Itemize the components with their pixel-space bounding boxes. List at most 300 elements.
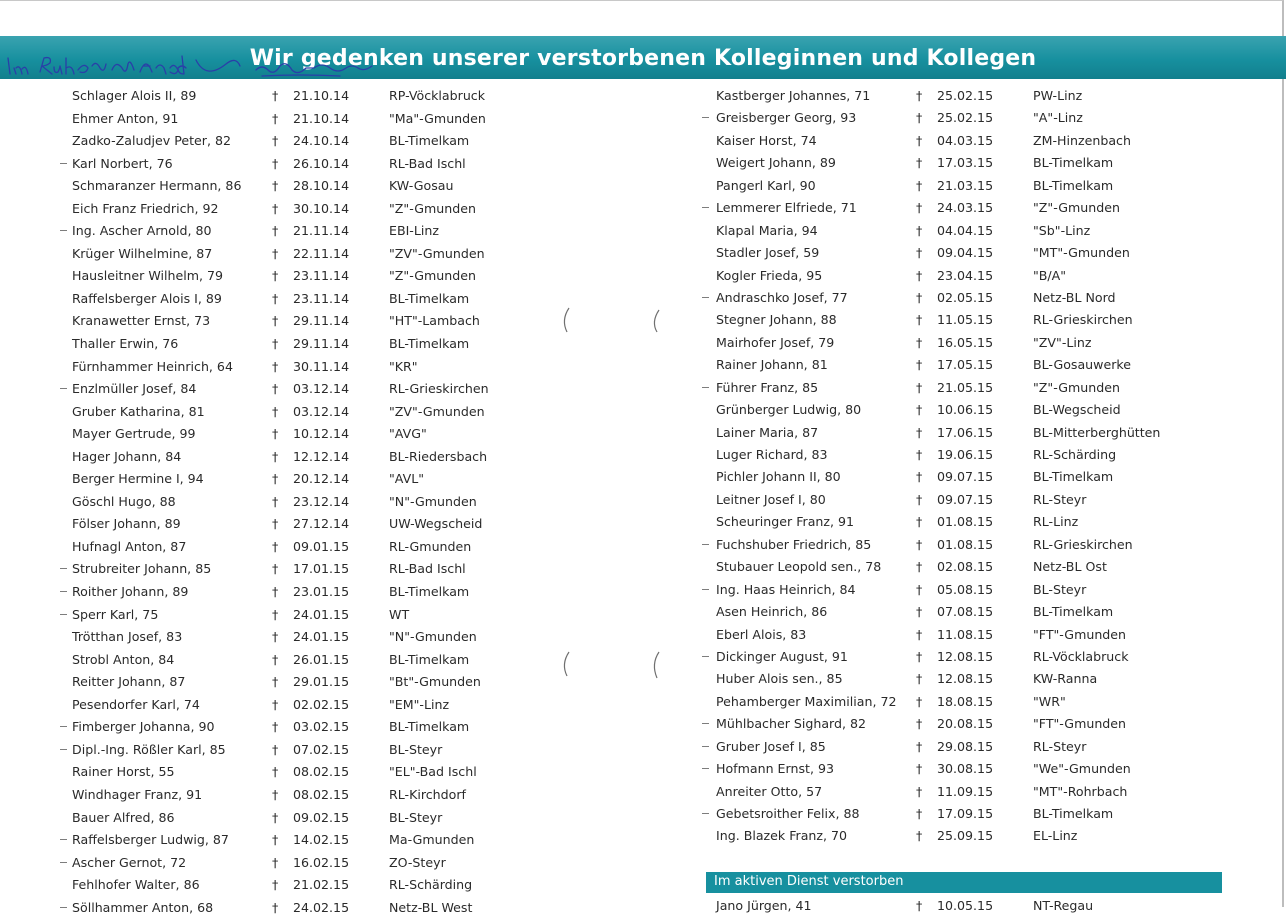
- workplace: "B/A": [1033, 267, 1067, 283]
- dagger-icon: †: [272, 584, 279, 600]
- obituary-row: [700, 332, 1260, 354]
- dagger-icon: †: [272, 764, 279, 780]
- dagger-icon: †: [272, 471, 279, 487]
- date-of-death: 03.12.14: [293, 381, 350, 397]
- dagger-icon: †: [916, 581, 923, 597]
- workplace: BL-Timelkam: [389, 719, 470, 735]
- obituary-row: [700, 444, 1260, 466]
- workplace: "Z"-Gmunden: [389, 268, 476, 284]
- date-of-death: 02.08.15: [937, 559, 994, 575]
- obituary-row: [700, 825, 1260, 847]
- obituary-row: [700, 781, 1260, 803]
- obituary-row: [0, 852, 560, 875]
- date-of-death: 02.02.15: [293, 696, 350, 712]
- workplace: BL-Riedersbach: [389, 448, 488, 464]
- date-of-death: 17.09.15: [937, 806, 994, 821]
- dagger-icon: †: [916, 559, 923, 575]
- obituary-row: [0, 694, 560, 717]
- date-of-death: 18.08.15: [937, 693, 994, 709]
- pen-tick-mark: [702, 387, 709, 388]
- obituary-row: [0, 604, 560, 627]
- pen-tick-mark: [702, 656, 709, 657]
- date-of-death: 09.07.15: [937, 491, 994, 507]
- workplace: RL-Grieskirchen: [1033, 312, 1133, 328]
- date-of-death: 24.10.14: [293, 133, 350, 149]
- obituary-row: [700, 197, 1260, 219]
- obituary-row: [0, 288, 560, 311]
- workplace: UW-Wegscheid: [389, 516, 483, 532]
- deceased-name: Fürnhammer Heinrich, 64: [72, 358, 233, 374]
- dagger-icon: †: [272, 606, 279, 622]
- workplace: KW-Ranna: [1033, 671, 1098, 687]
- dagger-icon: †: [272, 426, 279, 442]
- obituary-row: [0, 356, 560, 379]
- obituary-row: [0, 378, 560, 401]
- date-of-death: 05.08.15: [937, 581, 994, 597]
- deceased-name: Ing. Ascher Arnold, 80: [72, 223, 212, 239]
- deceased-name: Stadler Josef, 59: [716, 245, 820, 261]
- workplace: "ZV"-Linz: [1033, 334, 1092, 350]
- date-of-death: 09.07.15: [937, 469, 994, 485]
- dagger-icon: †: [272, 696, 279, 712]
- dagger-icon: †: [272, 832, 279, 848]
- dagger-icon: †: [916, 604, 923, 620]
- date-of-death: 29.08.15: [937, 738, 994, 754]
- workplace: RL-Bad Ischl: [389, 155, 466, 171]
- obituary-row: [0, 446, 560, 469]
- date-of-death: 21.03.15: [937, 177, 994, 193]
- date-of-death: 29.11.14: [293, 313, 350, 329]
- obituary-row: [700, 556, 1260, 578]
- date-of-death: 29.11.14: [293, 336, 350, 352]
- deceased-name: Lainer Maria, 87: [716, 424, 819, 440]
- date-of-death: 20.08.15: [937, 716, 994, 732]
- deceased-name: Fölser Johann, 89: [72, 516, 181, 532]
- deceased-name: Schlager Alois II, 89: [72, 88, 197, 103]
- dagger-icon: †: [916, 738, 923, 754]
- date-of-death: 24.01.15: [293, 606, 350, 622]
- obituary-row: [700, 534, 1260, 556]
- dagger-icon: †: [272, 245, 279, 261]
- deceased-name: Ascher Gernot, 72: [72, 854, 187, 870]
- workplace: Ma-Gmunden: [389, 832, 475, 848]
- dagger-icon: †: [916, 379, 923, 395]
- obituary-row: [700, 713, 1260, 735]
- date-of-death: 21.05.15: [937, 379, 994, 395]
- workplace: RL-Linz: [1033, 514, 1079, 530]
- obituary-row: [0, 333, 560, 356]
- obituary-row: [0, 671, 560, 694]
- obituary-row: [700, 107, 1260, 129]
- workplace: "Z"-Gmunden: [389, 200, 476, 216]
- dagger-icon: †: [916, 761, 923, 777]
- pen-tick-mark: [702, 589, 709, 590]
- obituary-row: [700, 489, 1260, 511]
- workplace: "EL"-Bad Ischl: [389, 764, 477, 780]
- date-of-death: 11.09.15: [937, 783, 994, 799]
- deceased-name: Roither Johann, 89: [72, 584, 189, 600]
- date-of-death: 04.04.15: [937, 222, 994, 238]
- obituary-row: [700, 579, 1260, 601]
- date-of-death: 23.11.14: [293, 290, 350, 306]
- dagger-icon: †: [916, 132, 923, 148]
- obituary-row: [700, 399, 1260, 421]
- dagger-icon: †: [272, 448, 279, 464]
- obituary-row: [0, 874, 560, 897]
- date-of-death: 11.08.15: [937, 626, 994, 642]
- deceased-name: Weigert Johann, 89: [716, 155, 836, 171]
- date-of-death: 09.01.15: [293, 538, 350, 554]
- dagger-icon: †: [272, 223, 279, 239]
- obituary-row: [0, 108, 560, 131]
- dagger-icon: †: [916, 469, 923, 485]
- date-of-death: 17.05.15: [937, 357, 994, 373]
- deceased-name: Eberl Alois, 83: [716, 626, 807, 642]
- deceased-name: Trötthan Josef, 83: [72, 629, 183, 645]
- dagger-icon: †: [272, 133, 279, 149]
- obituary-row: [0, 716, 560, 739]
- date-of-death: 30.10.14: [293, 200, 350, 216]
- pen-tick-mark: [702, 207, 709, 208]
- pen-tick-mark: [702, 746, 709, 747]
- pen-tick-mark: [60, 568, 67, 569]
- pen-tick-mark: [702, 117, 709, 118]
- active-service-row: [700, 895, 1260, 917]
- date-of-death: 03.02.15: [293, 719, 350, 735]
- obituary-row: [0, 310, 560, 333]
- date-of-death: 30.08.15: [937, 761, 994, 777]
- workplace: ZO-Steyr: [389, 854, 446, 870]
- workplace: BL-Steyr: [1033, 581, 1087, 597]
- workplace: BL-Mitterberghütten: [1033, 424, 1161, 440]
- workplace: BL-Steyr: [389, 741, 443, 757]
- workplace: "Sb"-Linz: [1033, 222, 1091, 238]
- obituary-row: [0, 153, 560, 176]
- deceased-name: Pehamberger Maximilian, 72: [716, 693, 897, 709]
- obituary-row: [0, 897, 560, 919]
- obituary-row: [0, 468, 560, 491]
- dagger-icon: †: [916, 200, 923, 216]
- date-of-death: 16.02.15: [293, 854, 350, 870]
- workplace: "Ma"-Gmunden: [389, 110, 486, 126]
- dagger-icon: †: [916, 222, 923, 238]
- date-of-death: 24.02.15: [293, 899, 350, 915]
- pen-tick-mark: [702, 544, 709, 545]
- pen-tick-mark: [702, 813, 709, 814]
- workplace: Netz-BL Ost: [1033, 559, 1107, 575]
- obituary-row: [700, 668, 1260, 690]
- workplace: "WR": [1033, 693, 1066, 709]
- obituary-row: [0, 761, 560, 784]
- obituary-row: [0, 807, 560, 830]
- dagger-icon: †: [916, 402, 923, 418]
- date-of-death: 07.02.15: [293, 741, 350, 757]
- workplace: BL-Timelkam: [1033, 604, 1114, 620]
- workplace: RL-Kirchdorf: [389, 786, 466, 802]
- pen-tick-mark: [702, 297, 709, 298]
- deceased-name: Ing. Haas Heinrich, 84: [716, 581, 856, 597]
- obituary-row: [700, 175, 1260, 197]
- date-of-death: 09.02.15: [293, 809, 350, 825]
- deceased-name: Mairhofer Josef, 79: [716, 334, 835, 350]
- deceased-name: Stubauer Leopold sen., 78: [716, 559, 882, 575]
- workplace: "Z"-Gmunden: [1033, 200, 1120, 216]
- pen-tick-mark: [60, 907, 67, 908]
- workplace: RL-Gmunden: [389, 538, 472, 554]
- dagger-icon: †: [916, 671, 923, 687]
- workplace: "AVL": [389, 471, 425, 487]
- obituary-row: [0, 536, 560, 559]
- workplace: BL-Wegscheid: [1033, 402, 1121, 418]
- workplace: "N"-Gmunden: [389, 493, 477, 509]
- obituary-row: [0, 739, 560, 762]
- deceased-name: Klapal Maria, 94: [716, 222, 818, 238]
- dagger-icon: †: [272, 629, 279, 645]
- obituary-row: [700, 152, 1260, 174]
- obituary-row: [700, 354, 1260, 376]
- workplace: EL-Linz: [1033, 828, 1078, 844]
- dagger-icon: †: [272, 200, 279, 216]
- deceased-name: Stegner Johann, 88: [716, 312, 837, 328]
- dagger-icon: †: [916, 88, 923, 103]
- pen-tick-mark: [60, 749, 67, 750]
- obituary-row: [0, 784, 560, 807]
- pen-tick-mark: [702, 768, 709, 769]
- workplace: "ZV"-Gmunden: [389, 245, 485, 261]
- workplace: RL-Steyr: [1033, 491, 1087, 507]
- deceased-name: Enzlmüller Josef, 84: [72, 381, 197, 397]
- active-service-header: [706, 872, 1222, 893]
- deceased-name: Strobl Anton, 84: [72, 651, 175, 667]
- obituary-row: [700, 646, 1260, 668]
- pen-tick-mark: [60, 862, 67, 863]
- obituary-row: [700, 265, 1260, 287]
- pen-tick-mark: [60, 163, 67, 164]
- deceased-name: Fehlhofer Walter, 86: [72, 877, 200, 893]
- deceased-name: Asen Heinrich, 86: [716, 604, 828, 620]
- obituary-row: [700, 287, 1260, 309]
- obituary-row: [0, 829, 560, 852]
- deceased-name: Bauer Alfred, 86: [72, 809, 175, 825]
- workplace: "We"-Gmunden: [1033, 761, 1131, 777]
- deceased-name: Zadko-Zaludjev Peter, 82: [72, 133, 231, 149]
- dagger-icon: †: [916, 334, 923, 350]
- date-of-death: 07.08.15: [937, 604, 994, 620]
- obituary-row: [700, 758, 1260, 780]
- date-of-death: 16.05.15: [937, 334, 994, 350]
- workplace: BL-Gosauwerke: [1033, 357, 1131, 373]
- workplace: Netz-BL West: [389, 899, 473, 915]
- workplace: WT: [389, 606, 410, 622]
- date-of-death: 10.06.15: [937, 402, 994, 418]
- dagger-icon: †: [916, 312, 923, 328]
- obituary-row: [700, 466, 1260, 488]
- deceased-name: Gruber Katharina, 81: [72, 403, 205, 419]
- workplace: "EM"-Linz: [389, 696, 450, 712]
- obituary-row: [0, 130, 560, 153]
- dagger-icon: †: [272, 313, 279, 329]
- date-of-death: 22.11.14: [293, 245, 350, 261]
- obituary-row: [700, 601, 1260, 623]
- dagger-icon: †: [916, 289, 923, 305]
- date-of-death: 23.12.14: [293, 493, 350, 509]
- dagger-icon: †: [272, 155, 279, 171]
- dagger-icon: †: [272, 899, 279, 915]
- date-of-death: 08.02.15: [293, 786, 350, 802]
- obituary-row: [0, 626, 560, 649]
- workplace: Netz-BL Nord: [1033, 289, 1116, 305]
- obituary-row: [0, 175, 560, 198]
- workplace: BL-Timelkam: [1033, 806, 1114, 821]
- date-of-death: 26.01.15: [293, 651, 350, 667]
- obituary-row: [700, 220, 1260, 242]
- dagger-icon: †: [272, 336, 279, 352]
- obituary-row: [700, 377, 1260, 399]
- deceased-name: Strubreiter Johann, 85: [72, 561, 212, 577]
- dagger-icon: †: [916, 491, 923, 507]
- deceased-name: Rainer Johann, 81: [716, 357, 828, 373]
- workplace: "MT"-Rohrbach: [1033, 783, 1128, 799]
- obituary-row: [0, 423, 560, 446]
- dagger-icon: †: [272, 719, 279, 735]
- dagger-icon: †: [916, 447, 923, 462]
- date-of-death: 12.12.14: [293, 448, 350, 464]
- obituary-row: [700, 130, 1260, 152]
- date-of-death: 02.05.15: [937, 289, 994, 305]
- dagger-icon: †: [272, 809, 279, 825]
- deceased-name: Hausleitner Wilhelm, 79: [72, 268, 224, 284]
- date-of-death: 24.03.15: [937, 200, 994, 216]
- dagger-icon: †: [916, 357, 923, 373]
- workplace: "Bt"-Gmunden: [389, 674, 481, 690]
- workplace: "HT"-Lambach: [389, 313, 480, 329]
- workplace: "N"-Gmunden: [389, 629, 477, 645]
- dagger-icon: †: [916, 424, 923, 440]
- dagger-icon: †: [272, 358, 279, 374]
- deceased-name: Schmaranzer Hermann, 86: [72, 178, 242, 194]
- workplace: BL-Steyr: [389, 809, 443, 825]
- workplace: "AVG": [389, 426, 427, 442]
- dagger-icon: †: [916, 536, 923, 552]
- pen-tick-mark: [60, 591, 67, 592]
- obituary-row: [0, 243, 560, 266]
- deceased-name: Führer Franz, 85: [716, 379, 819, 395]
- workplace: "KR": [389, 358, 418, 374]
- deceased-name: Leitner Josef I, 80: [716, 491, 826, 507]
- deceased-name: Thaller Erwin, 76: [72, 336, 179, 352]
- deceased-name: Kastberger Johannes, 71: [716, 88, 871, 103]
- date-of-death: 14.02.15: [293, 832, 350, 848]
- obituary-row: [700, 736, 1260, 758]
- dagger-icon: †: [272, 88, 279, 103]
- deceased-name: Krüger Wilhelmine, 87: [72, 245, 213, 261]
- obituary-row: [0, 85, 560, 108]
- date-of-death: 12.08.15: [937, 648, 994, 664]
- workplace: BL-Timelkam: [389, 651, 470, 667]
- deceased-name: Pichler Johann II, 80: [716, 469, 841, 485]
- workplace: "A"-Linz: [1033, 110, 1083, 126]
- dagger-icon: †: [272, 674, 279, 690]
- workplace: BL-Timelkam: [1033, 177, 1114, 193]
- workplace: RL-Schärding: [1033, 447, 1117, 462]
- date-of-death: 08.02.15: [293, 764, 350, 780]
- pen-tick-mark: [702, 723, 709, 724]
- deceased-name: Göschl Hugo, 88: [72, 493, 176, 509]
- date-of-death: 19.06.15: [937, 447, 994, 462]
- deceased-name: Kaiser Horst, 74: [716, 132, 817, 148]
- obituary-row: [0, 198, 560, 221]
- date-of-death: 25.09.15: [937, 828, 994, 844]
- deceased-name: Anreiter Otto, 57: [716, 783, 823, 799]
- deceased-name: Grünberger Ludwig, 80: [716, 402, 862, 418]
- date-of-death: 21.11.14: [293, 223, 350, 239]
- deceased-name: Karl Norbert, 76: [72, 155, 173, 171]
- dagger-icon: †: [272, 268, 279, 284]
- dagger-icon: †: [272, 516, 279, 532]
- dagger-icon: †: [916, 806, 923, 821]
- dagger-icon: †: [916, 648, 923, 664]
- active-service-title: Im aktiven Dienst verstorben: [714, 874, 904, 889]
- date-of-death: 21.02.15: [293, 877, 350, 893]
- workplace: EBI-Linz: [389, 223, 439, 239]
- deceased-name: Dickinger August, 91: [716, 648, 848, 664]
- obituary-row: [0, 265, 560, 288]
- date-of-death: 25.02.15: [937, 110, 994, 126]
- obituary-row: [700, 309, 1260, 331]
- date-of-death: 21.10.14: [293, 110, 350, 126]
- workplace: RL-Vöcklabruck: [1033, 648, 1129, 664]
- deceased-name: Rainer Horst, 55: [72, 764, 175, 780]
- workplace: ZM-Hinzenbach: [1033, 132, 1131, 148]
- date-of-death: 10.12.14: [293, 426, 350, 442]
- deceased-name: Lemmerer Elfriede, 71: [716, 200, 857, 216]
- deceased-name: Hufnagl Anton, 87: [72, 538, 187, 554]
- dagger-icon: †: [272, 741, 279, 757]
- deceased-name: Jano Jürgen, 41: [716, 898, 812, 913]
- deceased-name: Fuchshuber Friedrich, 85: [716, 536, 872, 552]
- right-obituary-column: [700, 85, 1260, 848]
- deceased-name: Gruber Josef I, 85: [716, 738, 826, 754]
- deceased-name: Huber Alois sen., 85: [716, 671, 843, 687]
- workplace: "FT"-Gmunden: [1033, 716, 1127, 732]
- dagger-icon: †: [272, 290, 279, 306]
- dagger-icon: †: [272, 786, 279, 802]
- obituary-row: [700, 511, 1260, 533]
- deceased-name: Scheuringer Franz, 91: [716, 514, 855, 530]
- workplace: "Z"-Gmunden: [1033, 379, 1120, 395]
- date-of-death: 28.10.14: [293, 178, 350, 194]
- deceased-name: Mayer Gertrude, 99: [72, 426, 196, 442]
- date-of-death: 03.12.14: [293, 403, 350, 419]
- workplace: NT-Regau: [1033, 898, 1094, 913]
- obituary-row: [0, 220, 560, 243]
- workplace: BL-Timelkam: [389, 133, 470, 149]
- obituary-row: [700, 242, 1260, 264]
- dagger-icon: †: [916, 716, 923, 732]
- obituary-row: [700, 803, 1260, 825]
- handwritten-signature: [0, 50, 400, 82]
- deceased-name: Berger Hermine I, 94: [72, 471, 204, 487]
- page-title: Wir gedenken unserer verstorbenen Kolleginnen und Kollegen: [249, 46, 1037, 71]
- date-of-death: 24.01.15: [293, 629, 350, 645]
- deceased-name: Gebetsroither Felix, 88: [716, 806, 860, 821]
- date-of-death: 29.01.15: [293, 674, 350, 690]
- pen-tick-mark: [60, 388, 67, 389]
- pen-tick-mark: [60, 614, 67, 615]
- dagger-icon: †: [272, 651, 279, 667]
- date-of-death: 01.08.15: [937, 514, 994, 530]
- pen-tick-mark: [60, 839, 67, 840]
